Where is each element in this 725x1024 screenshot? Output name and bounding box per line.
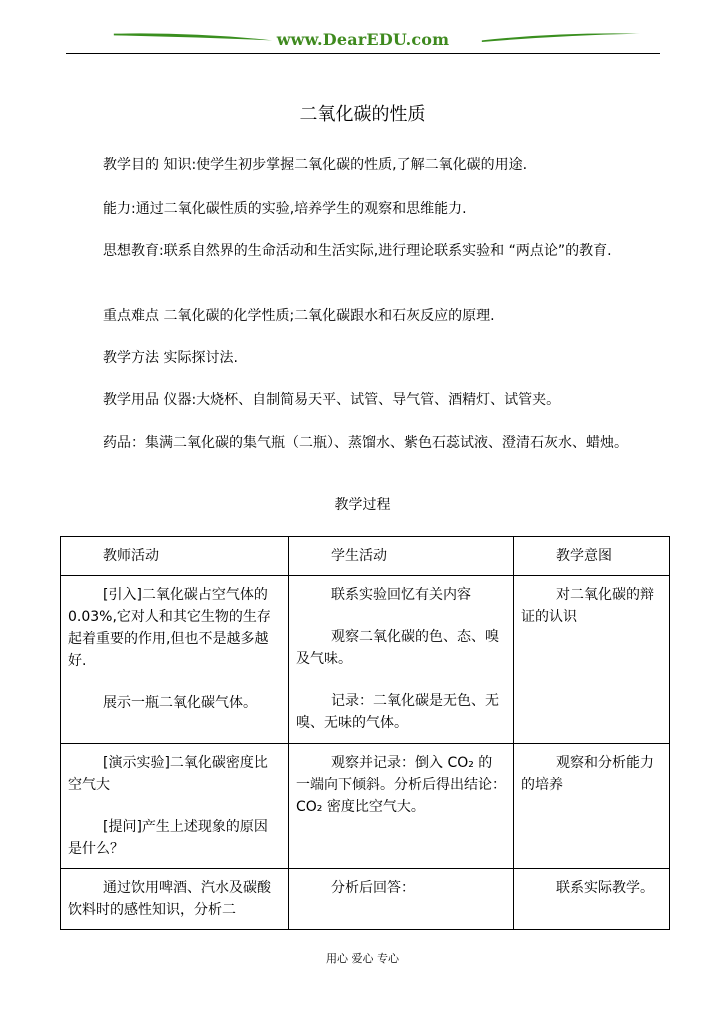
cell-text: 对二氧化碳的辩证的认识 [521,587,654,625]
table-row [61,744,670,869]
cell-text: 分析后回答： [331,880,415,896]
key-points-paragraph: 重点难点 二氧化碳的化学性质;二氧化碳跟水和石灰反应的原理. [103,308,495,324]
page-footer: 用心 爱心 专心 [326,952,399,965]
header-rule [66,53,660,54]
section-title: 教学过程 [334,497,391,513]
table-row [61,576,670,744]
cell-text: 联系实验回忆有关内容 [331,587,471,603]
teacher-activity-cell [61,869,289,930]
student-activity-cell [289,869,514,930]
cell-text: 观察和分析能力的培养 [521,755,654,793]
objective-paragraph: 教学目的 知识:使学生初步掌握二氧化碳的性质,了解二氧化碳的用途. [103,157,528,173]
student-activity-cell [289,576,514,744]
ability-paragraph: 能力:通过二氧化碳性质的实验,培养学生的观察和思维能力. [103,201,467,217]
table-row [61,869,670,930]
header-student-activity: 学生活动 [289,537,514,576]
page-title: 二氧化碳的性质 [299,104,426,125]
student-activity-cell [289,744,514,869]
reagents-paragraph: 药品：集满二氧化碳的集气瓶（二瓶）、蒸馏水、紫色石蕊试液、澄清石灰水、蜡烛。 [103,435,628,451]
teaching-intent-cell [514,576,670,744]
header-teaching-intent: 教学意图 [514,537,670,576]
cell-text: 观察并记录：倒入 CO₂ 的一端向下倾斜。分析后得出结论：CO₂ 密度比空气大。 [296,755,506,815]
table-header-row [61,537,670,576]
page-header [66,24,660,54]
cell-text: [引入]二氧化碳占空气体的 0.03%,它对人和其它生物的生存起着重要的作用,但也不是越多越好. [68,587,271,669]
cell-text: [演示实验]二氧化碳密度比空气大 [68,755,268,793]
teacher-activity-cell [61,576,289,744]
teaching-intent-cell [514,744,670,869]
cell-text: 通过饮用啤酒、汽水及碳酸饮料时的感性知识，分析二 [68,880,271,918]
teacher-activity-cell [61,744,289,869]
cell-text: [提问]产生上述现象的原因是什么？ [68,819,268,857]
cell-text: 观察二氧化碳的色、态、嗅及气味。 [296,629,499,667]
equipment-paragraph: 教学用品 仪器:大烧杯、自制简易天平、试管、导气管、酒精灯、试管夹。 [103,392,561,408]
cell-text: 展示一瓶二氧化碳气体。 [103,695,257,711]
cell-text: 联系实际教学。 [556,880,654,896]
site-logo-text: www.DearEDU.com [276,30,450,49]
header-teacher-activity: 教师活动 [61,537,289,576]
ideology-paragraph: 思想教育:联系自然界的生命活动和生活实际,进行理论联系实验和 “两点论”的教育. [103,243,612,259]
cell-text: 记录：二氧化碳是无色、无嗅、无味的气体。 [296,693,499,731]
right-swoosh-decoration [466,32,656,42]
teaching-intent-cell [514,869,670,930]
teaching-process-table [60,536,670,930]
method-paragraph: 教学方法 实际探讨法. [103,350,238,366]
